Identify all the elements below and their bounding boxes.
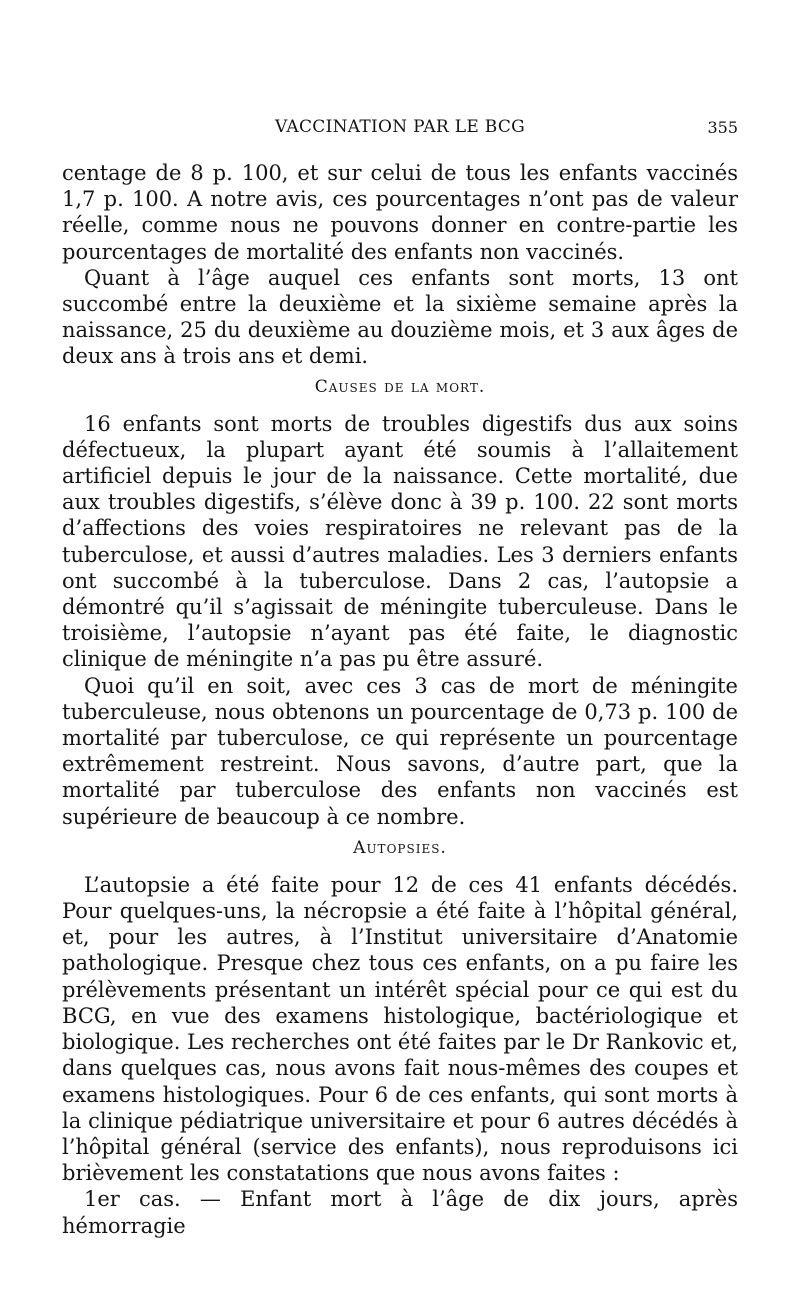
page-number: 355 <box>707 118 738 137</box>
paragraph-2: Quant à l’âge auquel ces enfants sont morts, 13 ont succombé entre la deuxième et la sixième semaine après la naissance, 25 du deuxième au douzième mois, et 3 aux âges de deux ans à trois ans et demi. <box>62 265 738 369</box>
paragraph-1: centage de 8 p. 100, et sur celui de tous les enfants vaccinés 1,7 p. 100. A notre avis, ces pourcentages n’ont pas de valeur réelle, comme nous ne pouvons donner en contre-partie les pourcentages de mortalité des enfants non vaccinés. <box>62 161 738 264</box>
running-head <box>0 117 800 141</box>
running-title: VACCINATION PAR LE BCG <box>274 117 526 137</box>
section-heading-autopsies: Autopsies. <box>353 837 447 858</box>
paragraph-3: 16 enfants sont morts de troubles digestifs dus aux soins défectueux, la plupart ayant été soumis à l’allaitement artificiel depuis le jour de la naissance. Cette mortalité, due aux troubles digestifs, s’élève donc à 39 p. 100. 22 sont morts d’affections des voies respiratoires ne relevant pas de la tuberculose, et aussi d’autres maladies. Les 3 derniers enfants ont succombé à la tuberculose. Dans 2 cas, l’autopsie a démontré qu’il s’agissait de méningite tuberculeuse. Dans le troisième, l’autopsie n’ayant pas été faite, le diagnostic clinique de méningite n’a pas pu être assuré. <box>62 411 738 672</box>
section-heading-causes: Causes de la mort. <box>314 376 486 397</box>
paragraph-4: Quoi qu’il en soit, avec ces 3 cas de mort de méningite tuberculeuse, nous obtenons un pourcentage de 0,73 p. 100 de mortalité par tuberculose, ce qui représente un pourcentage extrêmement restreint. Nous savons, d’autre part, que la mortalité par tuberculose des enfants non vaccinés est supérieure de beaucoup à ce nombre. <box>62 673 738 829</box>
paragraph-5: L’autopsie a été faite pour 12 de ces 41 enfants décédés. Pour quelques-uns, la nécropsie a été faite à l’hôpital général, et, pour les autres, à l’Institut universitaire d’Anatomie pathologique. Presque chez tous ces enfants, on a pu faire les prélèvements présentant un intérêt spécial pour ce qui est du BCG, en vue des examens histologique, bactériologique et biologique. Les recherches ont été faites par le Dr Rankovic et, dans quelques cas, nous avons fait nous-mêmes des coupes et examens histologiques. Pour 6 de ces enfants, qui sont morts à la clinique pédiatrique universitaire et pour 6 autres décédés à l’hôpital général (service des enfants), nous reproduisons ici brièvement les constatations que nous avons faites : <box>62 872 738 1186</box>
main-text <box>62 160 738 1239</box>
paragraph-6: 1er cas. — Enfant mort à l’âge de dix jours, après hémorragie <box>62 1187 738 1238</box>
